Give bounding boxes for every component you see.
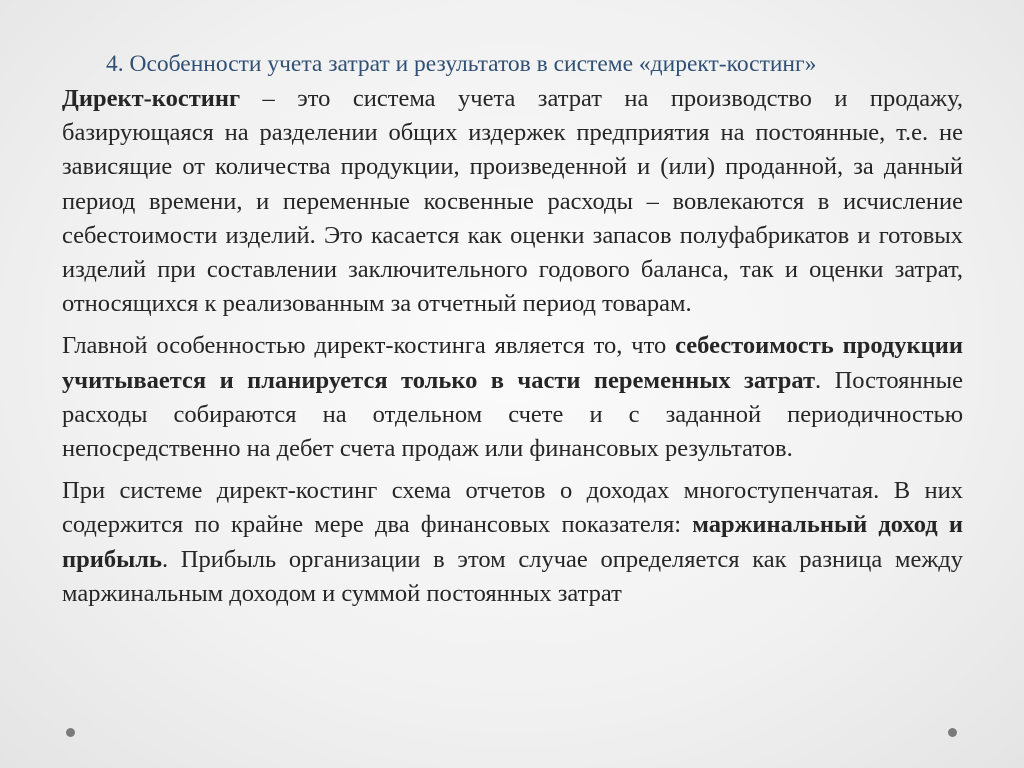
income-report-intro: При системе директ-костинг схема отчетов о доходах многоступенчатая. В них содержится по крайне мере два финансовых показателя:: [62, 477, 963, 539]
income-report-rest: . Прибыль организации в этом случае определяется как разница между маржинальным доходом и суммой постоянных затрат: [62, 545, 963, 607]
paragraph-main-feature: [62, 329, 963, 466]
decorative-dot-right: [948, 728, 957, 737]
paragraph-definition: [62, 82, 963, 321]
paragraph-income-report: [62, 474, 963, 611]
definition-text: – это система учета затрат на производство и продажу, базирующаяся на разделении общих издержек предприятия на постоянные, т.е. не зависящие от количества продукции, произведенной и (или) проданной, за данный период времени, и переменные косвенные расходы – вовлекаются в исчисление себестоимости изделий. Это касается как оценки запасов полуфабрикатов и готовых изделий при составлении заключительного годового баланса, так и оценки затрат, относящихся к реализованным за отчетный период товарам.: [62, 85, 963, 318]
main-feature-intro: Главной особенностью директ-костинга является то, что: [62, 332, 676, 360]
main-feature-rest: . Постоянные расходы собираются на отдельном счете и с заданной периодичностью непосредственно на дебет счета продаж или финансовых результатов.: [62, 366, 963, 463]
main-feature-highlight: себестоимость продукции учитывается и планируется только в части переменных затрат: [62, 332, 963, 394]
decorative-dot-left: [66, 728, 75, 737]
income-report-highlight: маржинальный доход и прибыль: [62, 511, 964, 573]
slide-title: 4. Особенности учета затрат и результатов в системе «директ-костинг»: [106, 51, 817, 77]
slide-content: [62, 82, 963, 611]
term-direct-costing: Директ-костинг: [62, 85, 241, 112]
